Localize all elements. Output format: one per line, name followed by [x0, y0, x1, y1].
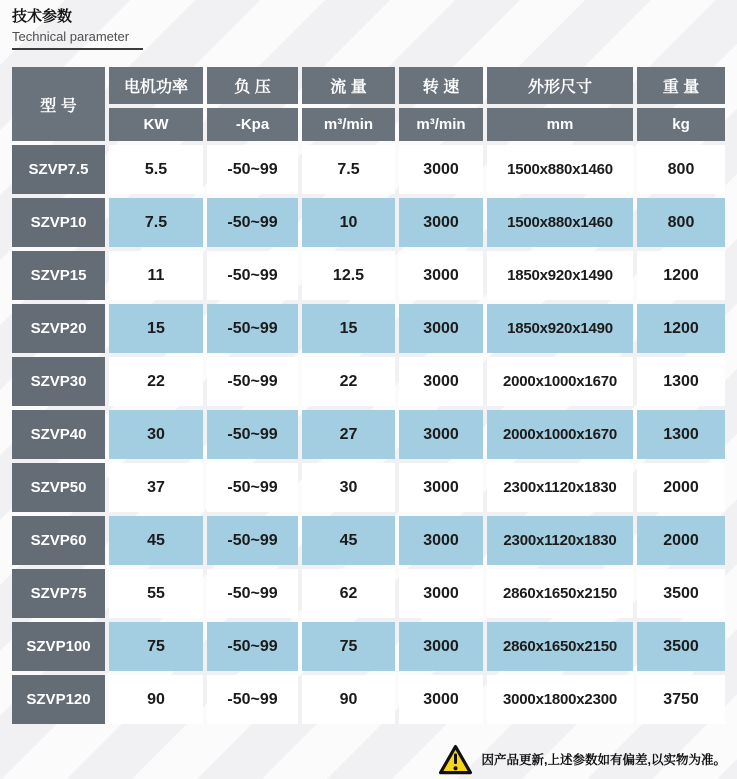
value-cell-speed: 3000 [399, 198, 483, 247]
table-row [12, 357, 725, 406]
value-cell-weight: 1300 [637, 410, 725, 459]
col-header-model: 型 号 [12, 67, 105, 141]
value-cell-flow: 90 [302, 675, 395, 724]
model-cell: SZVP20 [12, 304, 105, 353]
disclaimer-text: 因产品更新,上述参数如有偏差,以实物为准。 [481, 753, 726, 767]
col-header-speed: 转 速 [399, 67, 483, 104]
unit-speed: m³/min [399, 108, 483, 141]
value-cell-motor-power: 90 [109, 675, 203, 724]
model-cell: SZVP75 [12, 569, 105, 618]
unit-flow: m³/min [302, 108, 395, 141]
value-cell-motor-power: 11 [109, 251, 203, 300]
table-row [12, 516, 725, 565]
value-cell-dimensions: 1850x920x1490 [487, 304, 633, 353]
unit-dimensions: mm [487, 108, 633, 141]
page-title: 技术参数 [12, 8, 73, 25]
col-header-dimensions: 外形尺寸 [487, 67, 633, 104]
value-cell-negative-pressure: -50~99 [207, 463, 298, 512]
value-cell-negative-pressure: -50~99 [207, 145, 298, 194]
value-cell-flow: 75 [302, 622, 395, 671]
value-cell-speed: 3000 [399, 251, 483, 300]
value-cell-dimensions: 2000x1000x1670 [487, 410, 633, 459]
value-cell-negative-pressure: -50~99 [207, 251, 298, 300]
spec-table-header [12, 67, 725, 141]
value-cell-weight: 3500 [637, 569, 725, 618]
value-cell-flow: 12.5 [302, 251, 395, 300]
warning-icon [438, 744, 473, 776]
value-cell-dimensions: 2000x1000x1670 [487, 357, 633, 406]
model-cell: SZVP10 [12, 198, 105, 247]
value-cell-motor-power: 5.5 [109, 145, 203, 194]
table-row [12, 198, 725, 247]
model-cell: SZVP15 [12, 251, 105, 300]
value-cell-weight: 3750 [637, 675, 725, 724]
table-row [12, 622, 725, 671]
value-cell-dimensions: 2860x1650x2150 [487, 569, 633, 618]
value-cell-dimensions: 2300x1120x1830 [487, 516, 633, 565]
value-cell-motor-power: 30 [109, 410, 203, 459]
value-cell-speed: 3000 [399, 357, 483, 406]
unit-motor-power: KW [109, 108, 203, 141]
table-row [12, 304, 725, 353]
value-cell-negative-pressure: -50~99 [207, 569, 298, 618]
value-cell-speed: 3000 [399, 569, 483, 618]
value-cell-speed: 3000 [399, 145, 483, 194]
value-cell-flow: 10 [302, 198, 395, 247]
value-cell-flow: 45 [302, 516, 395, 565]
value-cell-flow: 27 [302, 410, 395, 459]
spec-table-body [12, 145, 725, 724]
value-cell-flow: 7.5 [302, 145, 395, 194]
col-header-motor-power: 电机功率 [109, 67, 203, 104]
col-header-flow: 流 量 [302, 67, 395, 104]
value-cell-weight: 2000 [637, 516, 725, 565]
model-cell: SZVP7.5 [12, 145, 105, 194]
value-cell-dimensions: 2300x1120x1830 [487, 463, 633, 512]
value-cell-motor-power: 22 [109, 357, 203, 406]
value-cell-negative-pressure: -50~99 [207, 622, 298, 671]
value-cell-dimensions: 3000x1800x2300 [487, 675, 633, 724]
value-cell-motor-power: 15 [109, 304, 203, 353]
value-cell-weight: 1200 [637, 304, 725, 353]
model-cell: SZVP50 [12, 463, 105, 512]
value-cell-flow: 22 [302, 357, 395, 406]
model-cell: SZVP100 [12, 622, 105, 671]
table-row [12, 251, 725, 300]
value-cell-negative-pressure: -50~99 [207, 516, 298, 565]
value-cell-dimensions: 1500x880x1460 [487, 198, 633, 247]
value-cell-motor-power: 37 [109, 463, 203, 512]
model-cell: SZVP60 [12, 516, 105, 565]
unit-negative-pressure: -Kpa [207, 108, 298, 141]
value-cell-speed: 3000 [399, 304, 483, 353]
value-cell-speed: 3000 [399, 675, 483, 724]
value-cell-dimensions: 1850x920x1490 [487, 251, 633, 300]
value-cell-speed: 3000 [399, 463, 483, 512]
value-cell-dimensions: 2860x1650x2150 [487, 622, 633, 671]
value-cell-weight: 2000 [637, 463, 725, 512]
value-cell-negative-pressure: -50~99 [207, 304, 298, 353]
table-row [12, 463, 725, 512]
value-cell-flow: 15 [302, 304, 395, 353]
spec-table [8, 63, 729, 728]
col-header-weight: 重 量 [637, 67, 725, 104]
value-cell-negative-pressure: -50~99 [207, 675, 298, 724]
value-cell-motor-power: 45 [109, 516, 203, 565]
col-header-negative-pressure: 负 压 [207, 67, 298, 104]
value-cell-flow: 30 [302, 463, 395, 512]
value-cell-speed: 3000 [399, 622, 483, 671]
value-cell-negative-pressure: -50~99 [207, 357, 298, 406]
value-cell-weight: 3500 [637, 622, 725, 671]
model-cell: SZVP120 [12, 675, 105, 724]
value-cell-dimensions: 1500x880x1460 [487, 145, 633, 194]
model-cell: SZVP30 [12, 357, 105, 406]
value-cell-motor-power: 75 [109, 622, 203, 671]
value-cell-weight: 1300 [637, 357, 725, 406]
value-cell-weight: 800 [637, 145, 725, 194]
table-row [12, 410, 725, 459]
table-row [12, 145, 725, 194]
value-cell-motor-power: 7.5 [109, 198, 203, 247]
table-row [12, 675, 725, 724]
value-cell-motor-power: 55 [109, 569, 203, 618]
unit-weight: kg [637, 108, 725, 141]
value-cell-weight: 1200 [637, 251, 725, 300]
value-cell-flow: 62 [302, 569, 395, 618]
disclaimer-row [12, 744, 726, 776]
value-cell-negative-pressure: -50~99 [207, 198, 298, 247]
table-row [12, 569, 725, 618]
page-subtitle: Technical parameter [12, 29, 143, 50]
value-cell-speed: 3000 [399, 410, 483, 459]
value-cell-negative-pressure: -50~99 [207, 410, 298, 459]
value-cell-speed: 3000 [399, 516, 483, 565]
value-cell-weight: 800 [637, 198, 725, 247]
model-cell: SZVP40 [12, 410, 105, 459]
